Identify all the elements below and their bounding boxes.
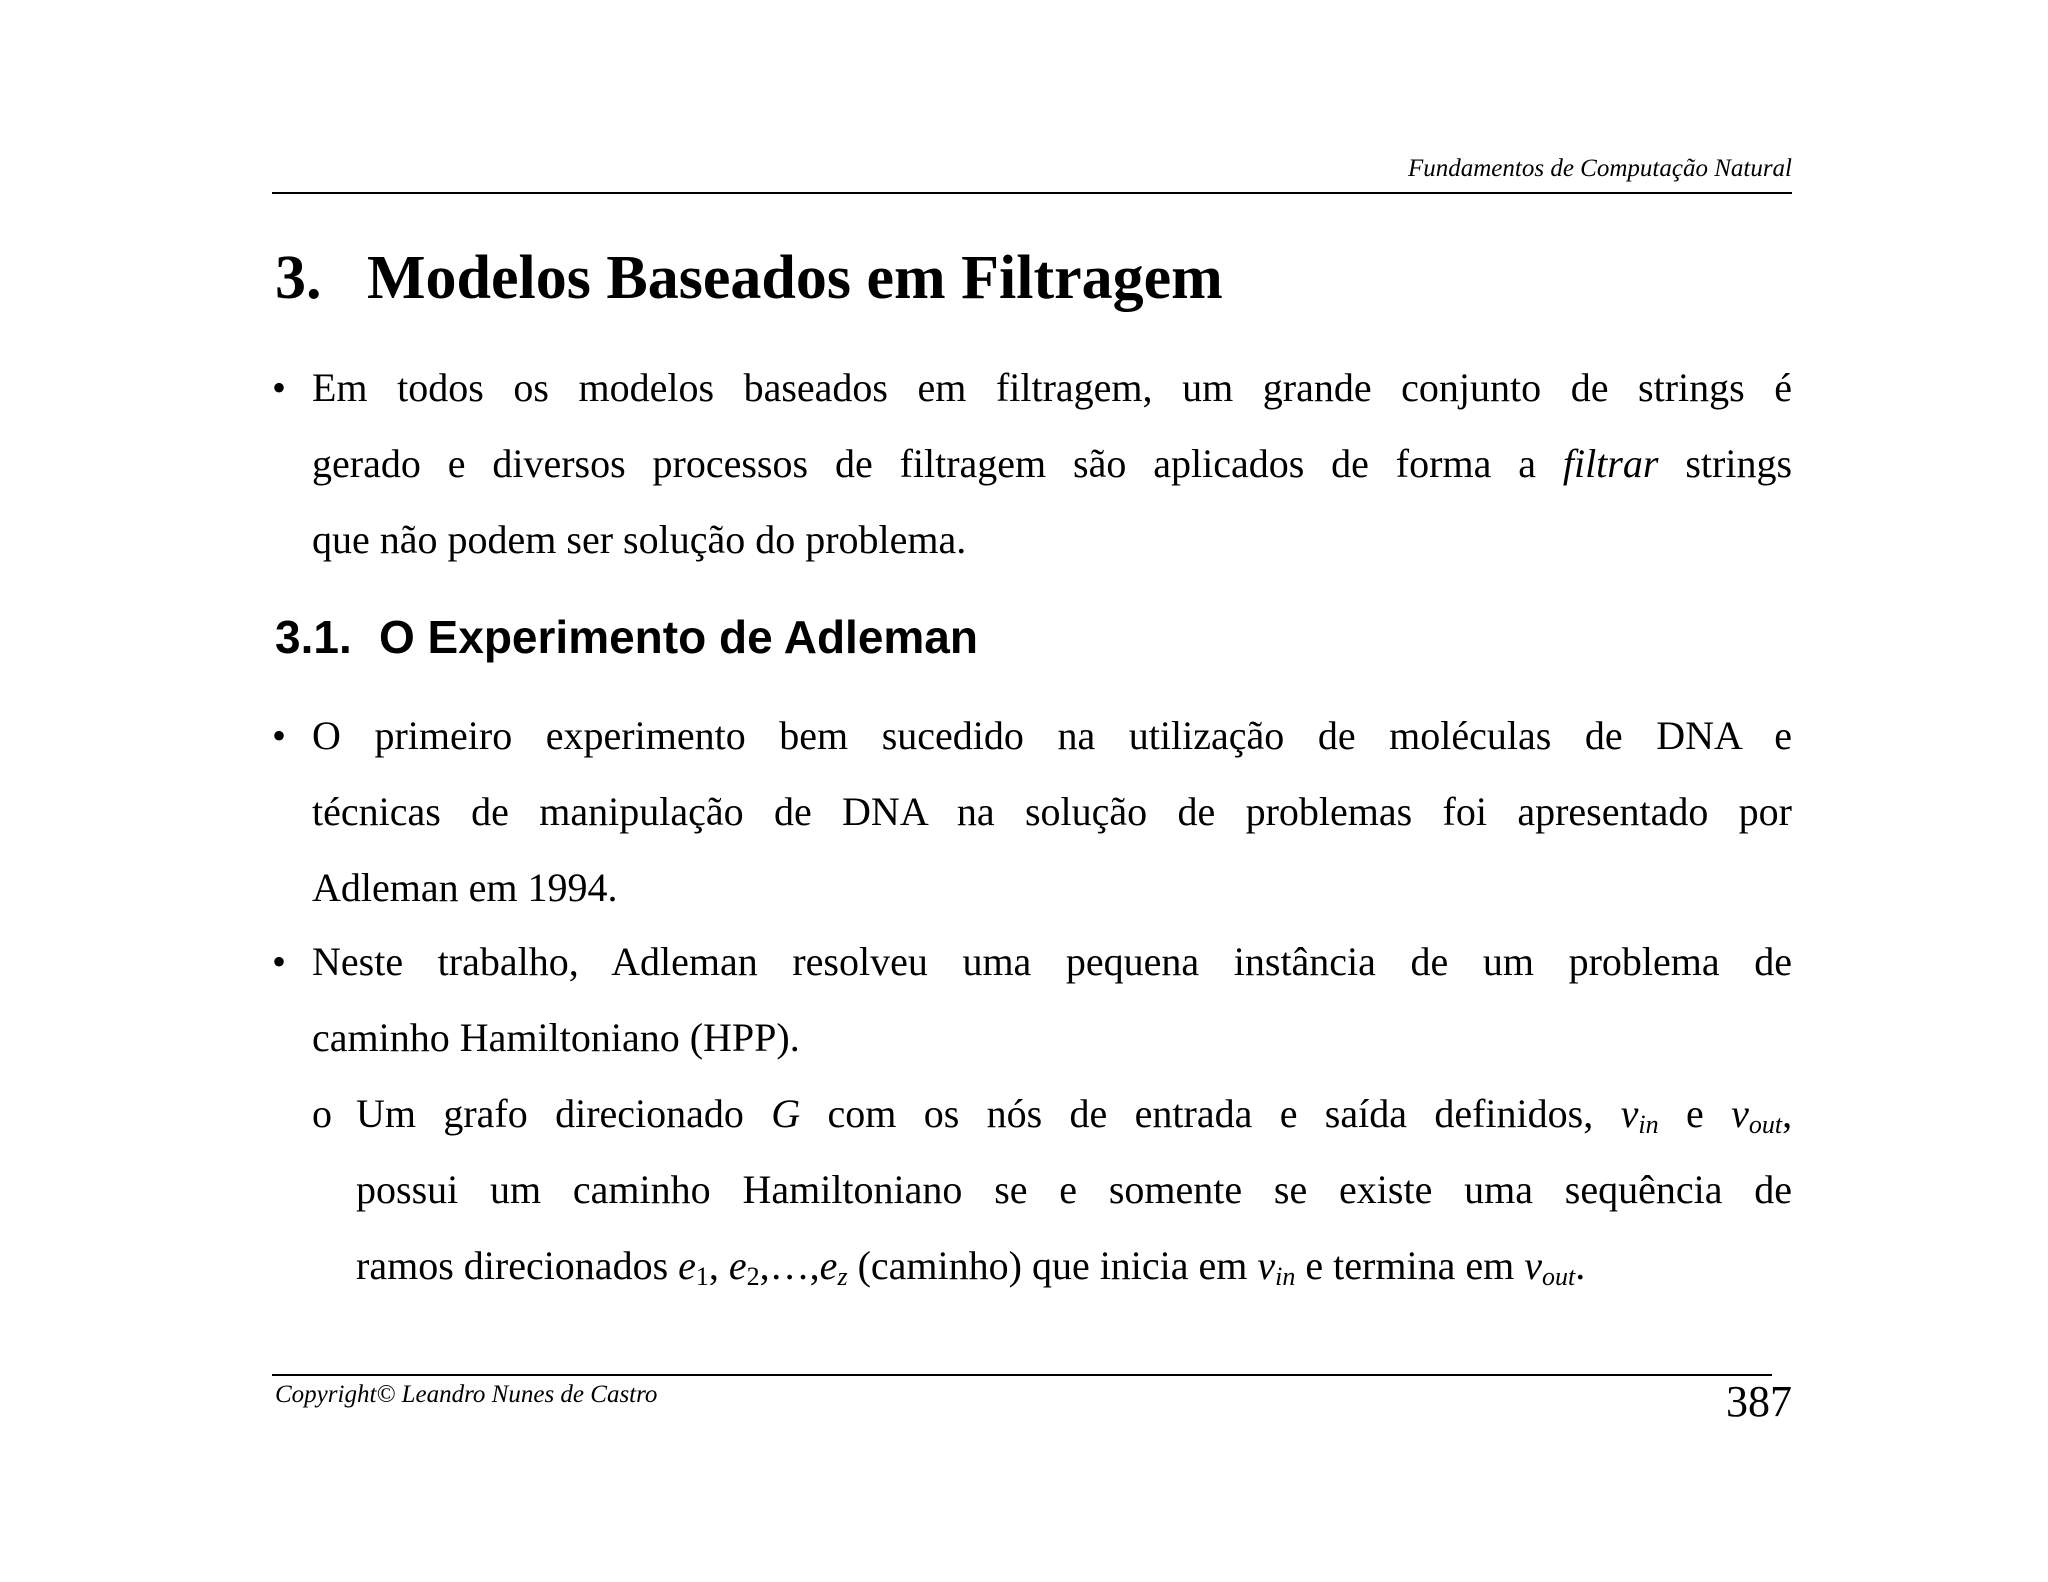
p3-line-3: ramos direcionados $e_1$, $e_2,\dots,e_z$ (caminho) que inicia em $v_{in}$ e termina em $v_{out}$. [356, 1243, 1586, 1291]
emphasis-filtrar: filtrar [1562, 441, 1659, 486]
p1-line-3: Adleman em 1994. [312, 865, 618, 910]
bullet-icon: • [272, 365, 287, 410]
bullet-icon: • [272, 939, 287, 984]
section-title: Modelos Baseados em Filtragem [367, 244, 1223, 312]
p3-line-1: Um grafo direcionado G com os nós de entrada e saída definidos, $v_{in}$ e $v_{out}$, [356, 1091, 1793, 1139]
section-heading [275, 240, 1223, 316]
subparagraph-graph-definition [312, 1076, 1792, 1304]
page-number: 387 [1726, 1377, 1792, 1426]
intro-line-1: Em todos os modelos baseados em filtragem, um grande conjunto de strings é [312, 365, 1792, 410]
subsection-heading [275, 608, 978, 666]
p2-line-2: caminho Hamiltoniano (HPP). [312, 1015, 800, 1060]
subsection-number: 3.1. [275, 611, 352, 663]
running-header: Fundamentos de Computação Natural [1407, 155, 1792, 182]
bullet-icon: • [272, 713, 287, 758]
p3-line-2: possui um caminho Hamiltoniano se e somente se existe uma sequência de [356, 1167, 1792, 1212]
p1-line-2: técnicas de manipulação de DNA na solução de problemas foi apresentado por [312, 789, 1792, 834]
intro-line-3: que não podem ser solução do problema. [312, 517, 967, 562]
copyright-text: Copyright© Leandro Nunes de Castro [275, 1381, 658, 1408]
intro-line-2: gerado e diversos processos de filtragem são aplicados de forma a filtrar strings [312, 441, 1793, 486]
p1-line-1: O primeiro experimento bem sucedido na utilização de moléculas de DNA e [312, 713, 1792, 758]
paragraph-adleman-first [272, 698, 1792, 926]
intro-paragraph [272, 350, 1792, 578]
p2-line-1: Neste trabalho, Adleman resolveu uma pequena instância de um problema de [312, 939, 1792, 984]
subsection-title: O Experimento de Adleman [379, 611, 978, 663]
header-rule [272, 192, 1792, 194]
footer-rule [272, 1374, 1772, 1376]
paragraph-hpp [272, 924, 1792, 1076]
hollow-bullet-icon: o [312, 1091, 332, 1136]
section-number: 3. [275, 244, 322, 312]
